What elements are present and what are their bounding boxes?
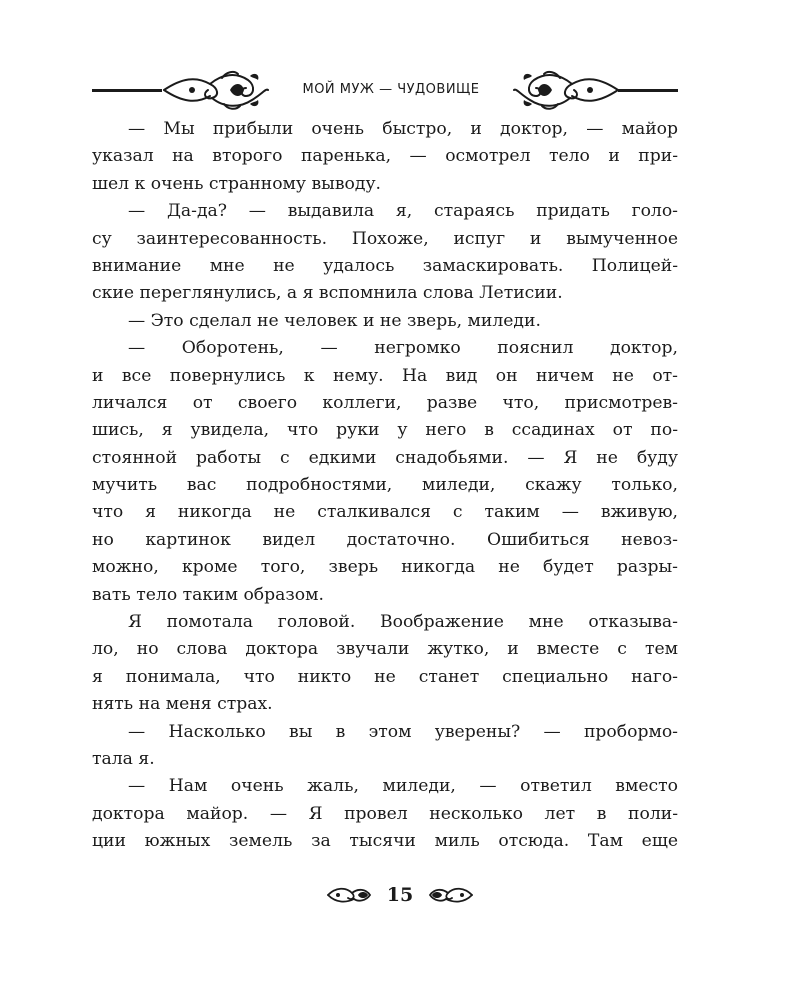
page-number: 15 <box>386 884 414 906</box>
text-line: можно, кроме того, зверь никогда не будет разры- <box>92 557 678 578</box>
header-rule-left <box>92 89 162 92</box>
text-line: — Да-да? — выдавила я, стараясь придать голо- <box>128 201 678 222</box>
folio-ornament-right-icon <box>428 884 474 906</box>
text-line: что я никогда не сталкивался с таким — вживую, <box>92 502 678 523</box>
text-line: ло, но слова доктора звучали жутко, и вместе с тем <box>92 639 678 660</box>
text-line: ции южных земель за тысячи миль отсюда. Там еще <box>92 831 678 852</box>
text-line: указал на второго паренька, — осмотрел тело и при- <box>92 146 678 167</box>
text-line: мучить вас подробностями, миледи, скажу только, <box>92 475 678 496</box>
text-line: — Насколько вы в этом уверены? — пробормо- <box>128 721 678 742</box>
header-rule-right <box>618 89 678 92</box>
page-folio <box>326 880 474 910</box>
text-line: ские переглянулись, а я вспомнила слова Летисии. <box>92 283 563 304</box>
text-line: я понимала, что никто не станет специально наго- <box>92 666 678 687</box>
text-line: — Это сделал не человек и не зверь, миледи. <box>128 310 541 331</box>
text-line: вать тело таким образом. <box>92 584 324 605</box>
text-line: внимание мне не удалось замаскировать. Полицей- <box>92 255 678 276</box>
header-ornament-left-icon <box>162 68 270 112</box>
body-text <box>92 116 678 856</box>
header-ornament-right-icon <box>512 68 620 112</box>
text-line: — Нам очень жаль, миледи, — ответил вместо <box>128 776 678 797</box>
text-line: тала я. <box>92 748 155 769</box>
text-line: су заинтересованность. Похоже, испуг и вымученное <box>92 228 678 249</box>
text-line: доктора майор. — Я провел несколько лет в поли- <box>92 803 678 824</box>
text-line: — Оборотень, — негромко пояснил доктор, <box>128 338 678 359</box>
folio-ornament-left-icon <box>326 884 372 906</box>
running-header <box>92 68 678 112</box>
text-line: шись, я увидела, что руки у него в ссадинах от по- <box>92 420 678 441</box>
text-line: шел к очень странному выводу. <box>92 173 382 194</box>
text-line: Я помотала головой. Воображение мне отказыва- <box>128 612 678 633</box>
text-line: но картинок видел достаточно. Ошибиться невоз- <box>92 529 678 550</box>
text-line: личался от своего коллеги, разве что, присмотрев- <box>92 392 678 413</box>
running-title: МОЙ МУЖ — ЧУДОВИЩЕ <box>302 82 480 97</box>
text-line: и все повернулись к нему. На вид он ничем не от- <box>92 365 678 386</box>
text-line: — Мы прибыли очень быстро, и доктор, — майор <box>128 119 678 139</box>
text-line: нять на меня страх. <box>92 694 273 715</box>
text-line: стоянной работы с едкими снадобьями. — Я не буду <box>92 447 678 468</box>
